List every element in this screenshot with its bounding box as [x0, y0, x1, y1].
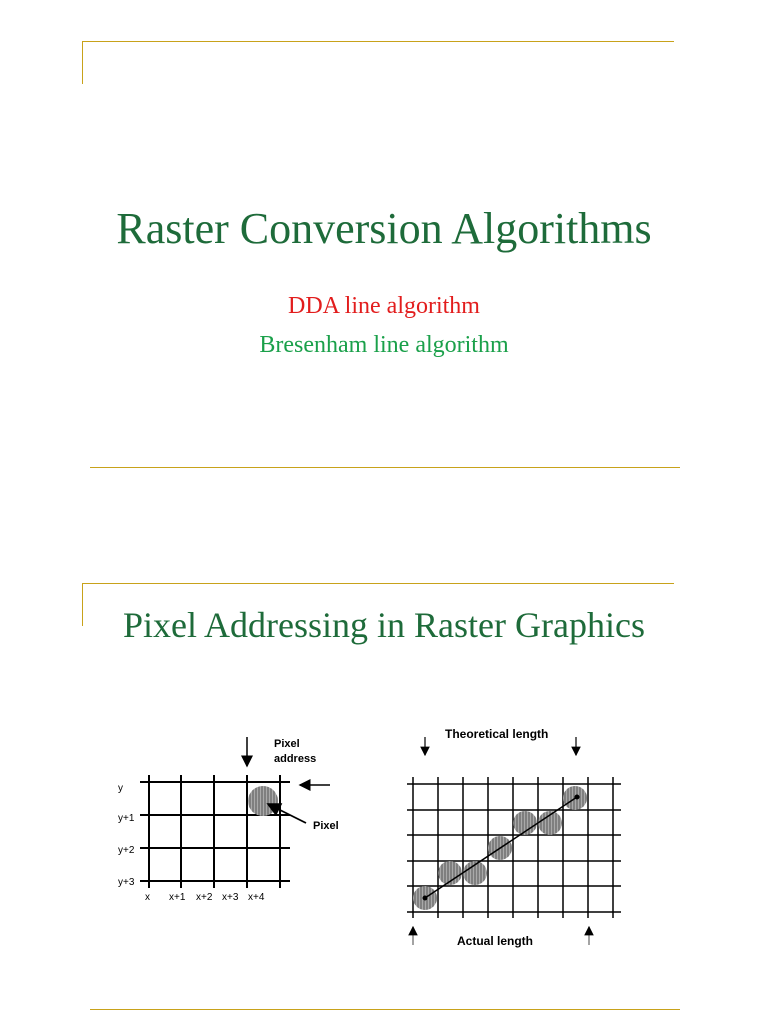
- col-label-x4: x+4: [248, 892, 265, 903]
- pixel-pointer-arrow: [268, 804, 306, 823]
- pixel-label: Pixel: [313, 820, 339, 832]
- col-label-x2: x+2: [196, 892, 213, 903]
- row-label-y: y: [118, 783, 123, 794]
- right-grid: [407, 777, 621, 918]
- actual-length-label: Actual length: [457, 934, 534, 948]
- col-label-x1: x+1: [169, 892, 186, 903]
- pixel-address-label-line1: Pixel: [274, 738, 300, 750]
- row-label-y3: y+3: [118, 877, 135, 888]
- line-start-point: [423, 896, 428, 901]
- row-label-y2: y+2: [118, 845, 135, 856]
- col-label-x: x: [145, 892, 150, 903]
- bullet-bresenham: Bresenham line algorithm: [259, 332, 509, 358]
- pixel-address-label-line2: address: [274, 753, 317, 765]
- bullet-dda: DDA line algorithm: [288, 293, 480, 319]
- highlighted-pixel: [248, 786, 278, 816]
- col-label-x3: x+3: [222, 892, 239, 903]
- slide2-title: Pixel Addressing in Raster Graphics: [123, 605, 645, 645]
- theoretical-line: [425, 797, 577, 898]
- slide1-title: Raster Conversion Algorithms: [116, 204, 652, 253]
- row-label-y1: y+1: [118, 813, 135, 824]
- theoretical-length-label: Theoretical length: [445, 727, 549, 741]
- line-end-point: [575, 795, 580, 800]
